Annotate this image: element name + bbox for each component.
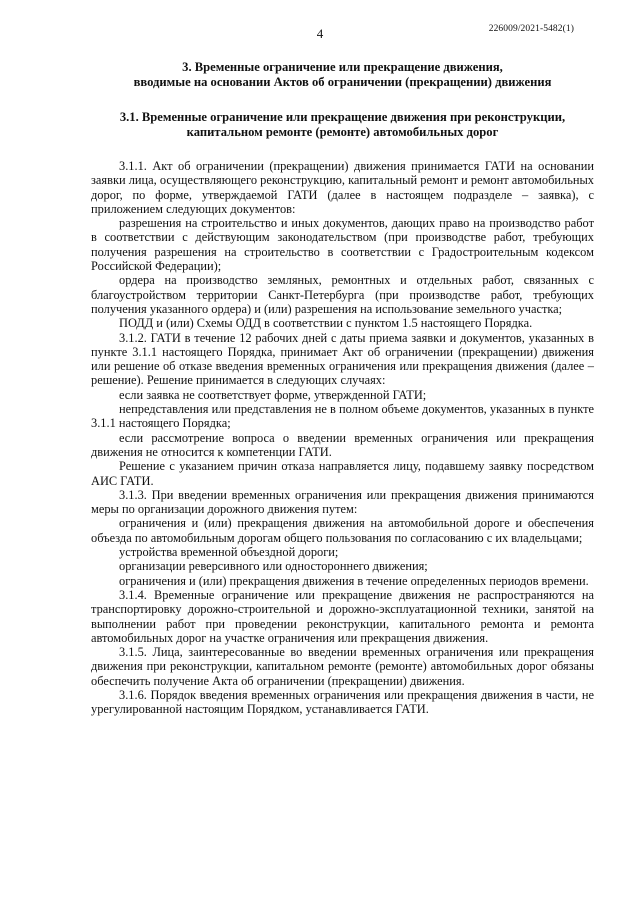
- paragraph-measure-reversible: организации реверсивного или одностороннего движения;: [119, 559, 428, 574]
- section-3-1-heading-line-1: 3.1. Временные ограничение или прекращение движения при реконструкции,: [119, 110, 566, 124]
- paragraph-case-competence: если рассмотрение вопроса о введении временных ограничения или прекращения движения не относится к компетенции ГАТИ.: [91, 430, 594, 459]
- paragraph-3-1-3: 3.1.3. При введении временных ограничения или прекращения движения принимаются меры по организации дорожного движения путем:: [91, 487, 594, 517]
- section-3-1-heading: [91, 110, 594, 139]
- document-body: [91, 60, 594, 717]
- paragraph-document-podd: ПОДД и (или) Схемы ОДД в соответствии с пунктом 1.5 настоящего Порядка.: [119, 316, 533, 331]
- paragraph-measure-periods: ограничения и (или) прекращения движения в течение определенных периодов времени.: [119, 573, 589, 588]
- page-number: 4: [316, 26, 324, 41]
- section-3-heading-line-1: 3. Временные ограничение или прекращение движения,: [182, 60, 503, 74]
- paragraph-3-1-1: 3.1.1. Акт об ограничении (прекращении) движения принимается ГАТИ на основании заявки лица, осуществляющего реконструкцию, капитальный ремонт и ремонт автомобильных дорог, по форме, утверждаемой ГАТИ (далее в настоящем подразделе – заявка), с приложением следующих документов:: [91, 159, 594, 216]
- section-3-heading-line-2: вводимые на основании Актов об ограничении (прекращении) движения: [133, 74, 552, 89]
- paragraph-3-1-5: 3.1.5. Лица, заинтересованные во введении временных ограничения или прекращения движения при реконструкции, капитальном ремонте (ремонте) автомобильных дорог обязаны обеспечить получение Акта об ограничении (прекращении) движения.: [91, 645, 594, 688]
- paragraph-3-1-6: 3.1.6. Порядок введения временных ограничения или прекращения движения в части, не урегулированной настоящим Порядком, устанавливается ГАТИ.: [91, 687, 594, 717]
- paragraph-case-form: если заявка не соответствует форме, утвержденной ГАТИ;: [119, 387, 427, 402]
- paragraph-measure-detour: ограничения и (или) прекращения движения на автомобильной дороге и обеспечения объезда по автомобильным дорогам общего пользования по согласованию с их владельцами;: [91, 516, 594, 545]
- document-number: 226009/2021-5482(1): [488, 24, 574, 34]
- paragraph-3-1-4: 3.1.4. Временные ограничение или прекращение движения не распространяются на транспортировку дорожно-строительной и дорожно-эксплуатационной техники, занятой на выполнении работ при проведении реконструкции, капитального ремонта и ремонта автомобильных дорог на участке ограничения или прекращения движения.: [91, 587, 594, 645]
- section-3-1-heading-line-2: капитальном ремонте (ремонте) автомобильных дорог: [186, 124, 499, 139]
- section-3-heading: [91, 60, 594, 89]
- paragraph-3-1-2: 3.1.2. ГАТИ в течение 12 рабочих дней с даты приема заявки и документов, указанных в пункте 3.1.1 настоящего Порядка, принимает Акт об ограничении (прекращении) движения или решение об отказе введения временных ограничения или прекращения движения (далее – решение). Решение принимается в следующих случаях:: [91, 330, 594, 388]
- paragraph-measure-temporary-road: устройства временной объездной дороги;: [119, 545, 339, 560]
- paragraph-document-permit: разрешения на строительство и иных документов, дающих право на производство работ в соответствии с действующим законодательством (при производстве работ, требующих получения разрешения на строительство в соответствии с Градостроительным кодексом Российской Федерации);: [91, 216, 594, 274]
- paragraph-case-documents: непредставления или представления не в полном объеме документов, указанных в пункте 3.1.1 настоящего Порядка;: [91, 402, 594, 431]
- paragraph-document-order: ордера на производство земляных, ремонтных и отдельных работ, связанных с благоустройством территории Санкт-Петербурга (при производстве работ, требующих получения указанного ордера) и (или) разрешения на использование земельного участка;: [91, 273, 594, 316]
- paragraph-decision-notice: Решение с указанием причин отказа направляется лицу, подавшему заявку посредством АИС ГАТИ.: [91, 459, 594, 488]
